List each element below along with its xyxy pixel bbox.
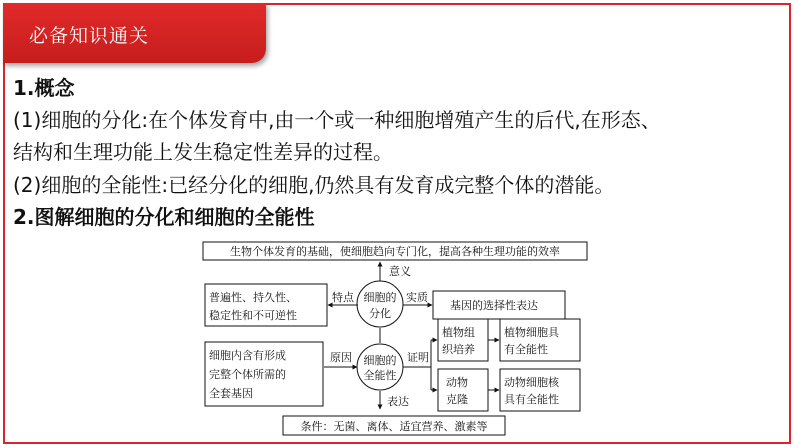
circle2-line2: 全能性: [363, 369, 397, 382]
left-box1-line2: 稳定性和不可逆性: [209, 309, 297, 322]
left-box1-line1: 普遍性、持久性、: [209, 291, 297, 304]
mid-box2-line1: 动物: [446, 376, 468, 389]
left-box2-line3: 全套基因: [209, 387, 253, 400]
left-box2-line2: 完整个体所需的: [209, 368, 286, 381]
differentiation-diagram: [195, 239, 595, 439]
paragraph-totipotency: (2)细胞的全能性:已经分化的细胞,仍然具有发育成完整个体的潜能。: [13, 173, 615, 197]
top-box-text: 生物个体发育的基础，使细胞趋向专门化，提高各种生理功能的效率: [230, 245, 560, 258]
label-meaning: 意义: [389, 265, 411, 278]
heading-concept: 1.概念: [13, 76, 75, 100]
circle2-line1: 细胞的: [363, 354, 397, 367]
right-box2-line1: 植物细胞具: [504, 326, 559, 339]
label-reason: 原因: [330, 351, 352, 364]
circle-totipotency: [357, 344, 403, 390]
right-box2-line2: 有全能性: [504, 343, 548, 356]
circle1-line1: 细胞的: [363, 291, 397, 304]
paragraph-differentiation-line1: (1)细胞的分化:在个体发育中,由一个或一种细胞增殖产生的后代,在形态、: [13, 108, 661, 132]
mid-box1-line1: 植物组: [442, 326, 475, 339]
heading-diagram: 2.图解细胞的分化和细胞的全能性: [13, 205, 315, 229]
circle1-line2: 分化: [369, 307, 391, 320]
label-feature: 特点: [332, 291, 354, 304]
section-header: [3, 3, 266, 63]
paragraph-differentiation-line2: 结构和生理功能上发生稳定性差异的过程。: [13, 140, 393, 164]
right-box3-line2: 具有全能性: [504, 393, 559, 406]
right-box1-text: 基因的选择性表达: [450, 299, 538, 312]
right-box3-line1: 动物细胞核: [504, 376, 559, 389]
left-box2-line1: 细胞内含有形成: [209, 349, 286, 362]
label-express: 表达: [387, 395, 409, 408]
label-essence: 实质: [406, 291, 428, 304]
mid-box2-line2: 克隆: [446, 393, 468, 406]
circle-differentiation: [357, 281, 403, 327]
mid-box1-line2: 织培养: [442, 343, 475, 356]
section-title: 必备知识通关: [29, 25, 150, 47]
bottom-box-text: 条件：无菌、离体、适宜营养、激素等: [300, 420, 488, 433]
label-proof: 证明: [407, 351, 429, 364]
